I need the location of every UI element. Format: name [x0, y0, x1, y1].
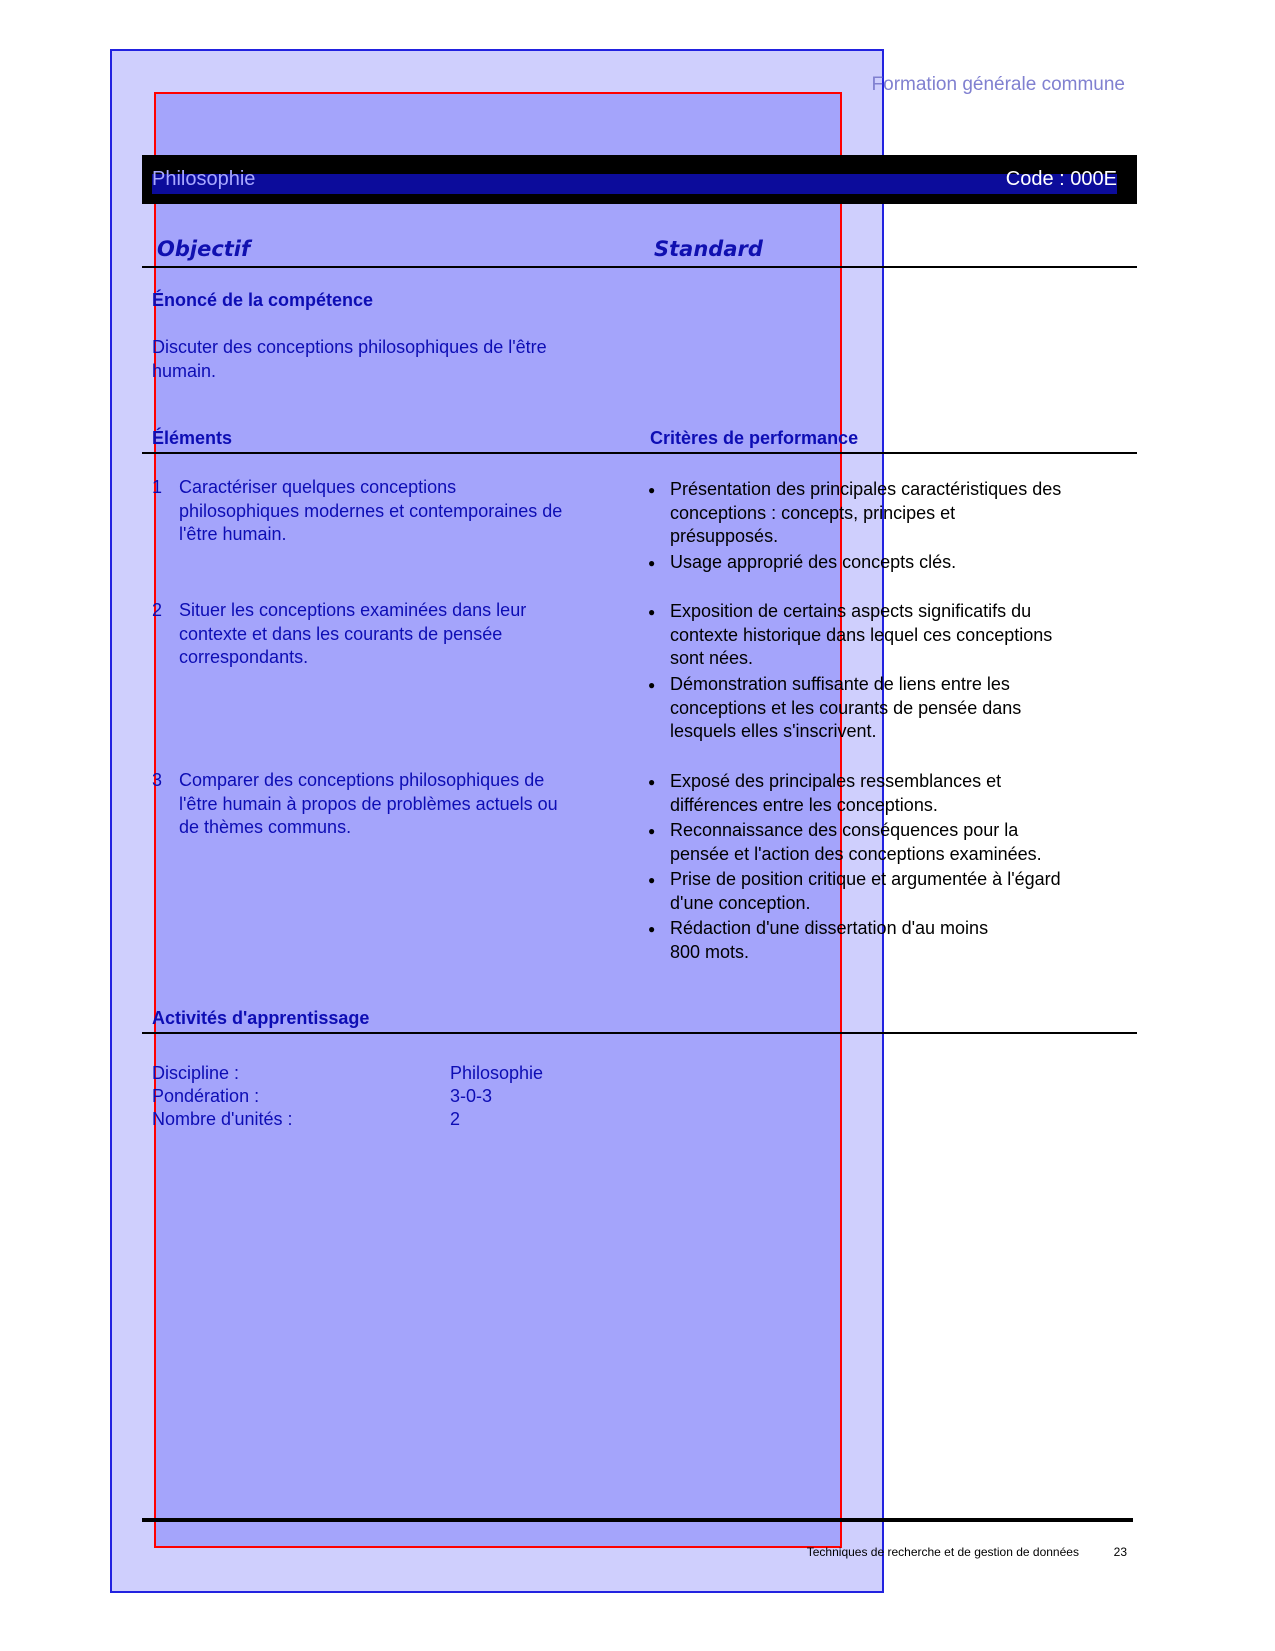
criterion-item: Prise de position critique et argumentée à l'égard d'une conception.	[670, 869, 1061, 913]
bullet-icon: ●	[648, 873, 656, 887]
competence-text: Discuter des conceptions philosophiques de l'être humain.	[152, 337, 547, 381]
bullet-icon: ●	[648, 605, 656, 619]
footer-rule	[142, 1518, 1133, 1522]
bullet-icon: ●	[648, 556, 656, 570]
criterion-item: Démonstration suffisante de liens entre les conceptions et les courants de pensée dans lesquels elles s'inscrivent.	[670, 674, 1022, 741]
criterion-item: Rédaction d'une dissertation d'au moins 800 mots.	[670, 918, 989, 962]
criterion-item: Exposé des principales ressemblances et différences entre les conceptions.	[670, 771, 1002, 815]
column-objectif: Objectif	[157, 237, 251, 261]
activites-title: Activités d'apprentissage	[152, 1008, 370, 1028]
bullet-icon: ●	[648, 775, 656, 789]
element-number: 3	[152, 770, 163, 790]
elements-header: Éléments	[152, 428, 233, 448]
ponderation-label: Pondération :	[152, 1086, 260, 1106]
page-number: 23	[1113, 1545, 1127, 1559]
criterion-item: Exposition de certains aspects significatifs du contexte historique dans lequel ces conceptions sont nées.	[670, 601, 1053, 668]
header-subject: Philosophie	[152, 168, 256, 190]
divider	[142, 266, 1137, 268]
bullet-icon: ●	[648, 483, 656, 497]
ponderation-value: 3-0-3	[450, 1086, 493, 1106]
discipline-label: Discipline :	[152, 1063, 240, 1083]
divider	[142, 1032, 1137, 1034]
unites-value: 2	[450, 1109, 461, 1129]
header-code: Code : 000E	[1005, 168, 1117, 190]
element-number: 2	[152, 600, 163, 620]
unites-label: Nombre d'unités :	[152, 1109, 293, 1129]
element-item: Caractériser quelques conceptions philosophiques modernes et contemporaines de l'être humain.	[179, 477, 563, 544]
discipline-value: Philosophie	[450, 1063, 544, 1083]
program-title: Formation générale commune	[871, 74, 1125, 95]
element-number: 1	[152, 477, 163, 497]
criterion-item: Usage approprié des concepts clés.	[670, 552, 957, 572]
column-standard: Standard	[654, 237, 763, 261]
divider	[142, 452, 1137, 454]
element-item: Comparer des conceptions philosophiques de l'être humain à propos de problèmes actuels ou de thèmes communs.	[179, 770, 558, 837]
element-item: Situer les conceptions examinées dans leur contexte et dans les courants de pensée correspondants.	[179, 600, 527, 667]
bullet-icon: ●	[648, 824, 656, 838]
competence-title: Énoncé de la compétence	[152, 290, 374, 310]
bullet-icon: ●	[648, 922, 656, 936]
criteres-header: Critères de performance	[650, 428, 859, 448]
bullet-icon: ●	[648, 678, 656, 692]
footer-text: Techniques de recherche et de gestion de données	[806, 1545, 1079, 1559]
header-band	[152, 174, 1117, 194]
criterion-item: Présentation des principales caractéristiques des conceptions : concepts, principes et présupposés.	[670, 479, 1062, 546]
footer	[807, 1545, 1127, 1559]
criterion-item: Reconnaissance des conséquences pour la pensée et l'action des conceptions examinées.	[670, 820, 1042, 864]
